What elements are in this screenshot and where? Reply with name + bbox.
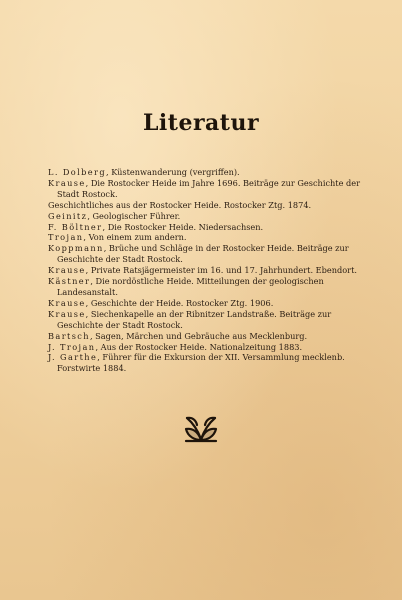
entry-text: , Geschichte der Heide. Rostocker Ztg. 1906.: [85, 297, 274, 308]
entry-author: Bartsch: [48, 330, 90, 341]
entry-text: , Private Ratsjägermeister im 16. und 17. Jahrhundert. Ebendort.: [85, 265, 357, 276]
bibliography-entry: [48, 352, 366, 374]
entry-author: Kästner: [48, 276, 91, 287]
bibliography-entry: [48, 265, 366, 276]
entry-author: J. Trojan: [48, 341, 96, 352]
bibliography-entry: [48, 276, 366, 298]
entry-text: , Die Rostocker Heide im Jahre 1696. Beiträge zur Geschichte der Stadt Rostock.: [57, 177, 361, 199]
bibliography-entry: [48, 331, 366, 342]
entry-text: , Siechenkapelle an der Ribnitzer Landstraße. Beiträge zur Geschichte der Stadt Rostock.: [57, 308, 332, 330]
entry-text: , Küstenwanderung (vergriffen).: [106, 167, 240, 177]
bibliography-entry: [48, 342, 366, 353]
bibliography-entry: [48, 222, 366, 233]
entry-text: Geschichtliches aus der Rostocker Heide. Rostocker Ztg. 1874.: [48, 199, 312, 210]
entry-author: Krause: [48, 297, 86, 308]
bibliography-entry: [48, 178, 366, 200]
entry-text: , Sagen, Märchen und Gebräuche aus Mecklenburg.: [89, 330, 308, 341]
bibliography-entry: [48, 167, 366, 178]
bibliography-list: [48, 167, 366, 374]
entry-text: , Geologischer Führer.: [87, 210, 181, 221]
bibliography-entry: [48, 243, 366, 265]
page-title: Literatur: [142, 110, 260, 136]
entry-text: , Aus der Rostocker Heide. Nationalzeitung 1883.: [95, 341, 303, 352]
entry-author: F. Böltner: [48, 221, 103, 232]
entry-author: Krause: [48, 265, 86, 276]
entry-author: Trojan: [48, 232, 84, 243]
entry-author: Koppmann: [48, 243, 104, 254]
bibliography-entry: [48, 298, 366, 309]
entry-text: , Führer für die Exkursion der XII. Versammlung mecklenb. Forstwirte 1884.: [57, 352, 345, 374]
entry-author: L. Dolberg: [48, 167, 106, 177]
bibliography-entry: [48, 211, 366, 222]
bibliography-entry: [48, 200, 366, 211]
entry-author: J. Garthe: [48, 352, 98, 363]
entry-text: , Die nordöstliche Heide. Mitteilungen der geologischen Landesanstalt.: [57, 276, 324, 297]
entry-text: , Von einem zum andern.: [83, 232, 187, 243]
entry-text: , Die Rostocker Heide. Niedersachsen.: [102, 221, 264, 232]
entry-author: Geinitz: [48, 210, 88, 221]
entry-text: , Brüche und Schläge in der Rostocker Heide. Beiträge zur Geschichte der Stadt Rostock.: [57, 243, 349, 265]
entry-author: Krause: [48, 308, 86, 319]
bibliography-entry: [48, 232, 366, 243]
bibliography-entry: [48, 309, 366, 331]
leaf-ornament-icon: [183, 413, 219, 443]
entry-author: Krause: [48, 177, 86, 188]
